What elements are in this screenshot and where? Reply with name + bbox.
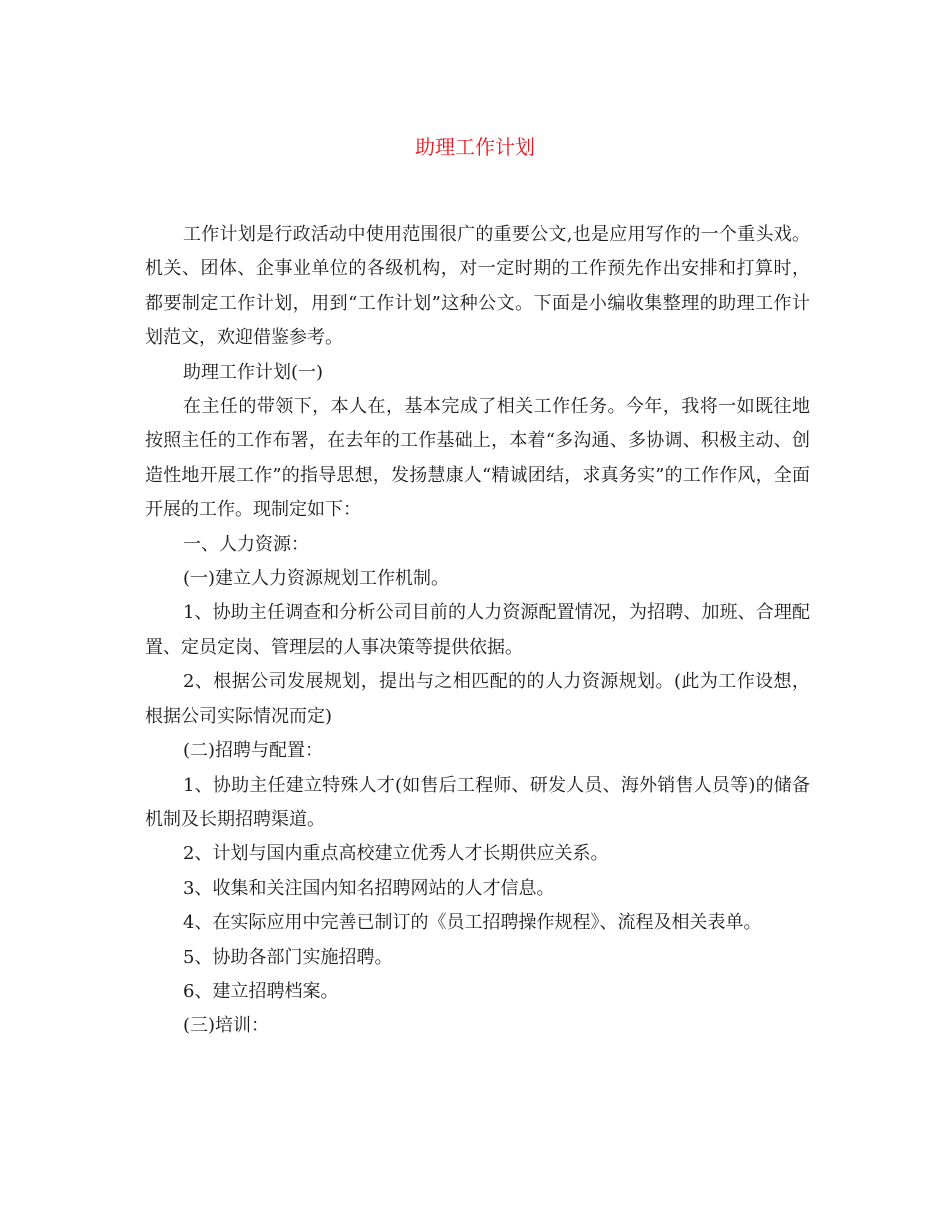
heading-human-resources: 一、人力资源： [183,533,309,555]
recruitment-item-5: 5、协助各部门实施招聘。 [183,946,393,968]
intro-paragraph: 工作计划是行政活动中使用范围很广的重要公文,也是应用写作的一个重头戏。机关、团体、企事业单位的各级机构，对一定时期的工作预先作出安排和打算时，都要制定工作计划，用到“工作计划”这种公文。下面是小编收集整理的助理工作计划范文，欢迎借鉴参考。 [145,224,810,349]
plan-intro-paragraph: 在主任的带领下，本人在，基本完成了相关工作任务。今年，我将一如既往地按照主任的工作布署，在去年的工作基础上，本着“多沟通、多协调、积极主动、创造性地开展工作”的指导思想，发扬慧康人“精诚团结，求真务实”的工作作风，全面开展的工作。现制定如下： [145,396,810,521]
recruitment-item-2: 2、计划与国内重点高校建立优秀人才长期供应关系。 [183,843,609,865]
recruitment-item-4: 4、在实际应用中完善已制订的《员工招聘操作规程》、流程及相关表单。 [183,912,762,934]
subheading-training: (三)培训： [183,1015,270,1037]
planning-item-2: 2、根据公司发展规划，提出与之相匹配的的人力资源规划。(此为工作设想，根据公司实际情况而定) [145,671,810,727]
recruitment-item-6: 6、建立招聘档案。 [183,980,339,1002]
document-title: 助理工作计划 [415,135,535,159]
recruitment-item-1: 1、协助主任建立特殊人才(如售后工程师、研发人员、海外销售人员等)的储备机制及长期招聘渠道。 [145,774,810,830]
subheading-planning-mechanism: (一)建立人力资源规划工作机制。 [183,568,450,590]
recruitment-item-3: 3、收集和关注国内知名招聘网站的人才信息。 [183,877,555,899]
document-body [145,218,810,1044]
planning-item-1: 1、协助主任调查和分析公司目前的人力资源配置情况，为招聘、加班、合理配置、定员定岗、管理层的人事决策等提供依据。 [145,602,810,658]
subheading-recruitment: (二)招聘与配置： [183,740,324,762]
section-heading-plan-1: 助理工作计划(一) [183,361,324,383]
